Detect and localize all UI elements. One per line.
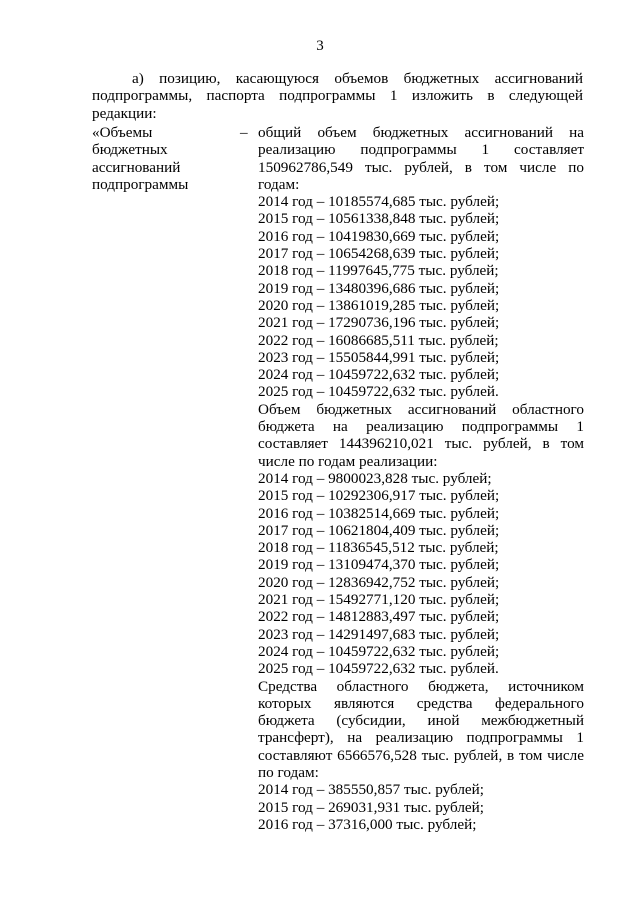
total-years-list [258,193,584,401]
page-number: 3 [316,38,324,54]
intro-line-1: а) позицию, касающуюся объемов бюджетных ассигнований [132,70,583,87]
label-line: подпрограммы [92,175,189,193]
year-line: 2023 год – 14291497,683 тыс. рублей; [258,625,500,643]
year-line: 2018 год – 11997645,775 тыс. рублей; [258,262,499,280]
label-line: «Объемы [92,124,153,141]
text-line: составляет 144396210,021 тыс. рублей, в том [258,435,584,453]
label-line: бюджетных [92,141,168,159]
label-column [92,124,212,193]
year-line: 2020 год – 13861019,285 тыс. рублей; [258,296,500,314]
year-line: 2014 год – 10185574,685 тыс. рублей; [258,193,500,211]
year-line: 2024 год – 10459722,632 тыс. рублей; [258,366,500,384]
label-line: ассигнований [92,158,181,176]
text-line: Объем бюджетных ассигнований областного [258,400,584,418]
text-line: по годам: [258,763,319,781]
year-line: 2015 год – 269031,931 тыс. рублей; [258,798,485,816]
text-line: 150962786,549 тыс. рублей, в том числе по [258,158,584,176]
label-dash: – [240,124,248,141]
text-line: общий объем бюджетных ассигнований на [258,124,584,141]
year-line: 2025 год – 10459722,632 тыс. рублей. [258,660,499,678]
text-line: Средства областного бюджета, источником [258,677,584,695]
regional-paragraph [258,401,584,470]
year-line: 2018 год – 11836545,512 тыс. рублей; [258,539,499,557]
year-line: 2014 год – 9800023,828 тыс. рублей; [258,469,492,487]
year-line: 2016 год – 37316,000 тыс. рублей; [258,815,477,833]
federal-years-list [258,781,584,833]
year-line: 2019 год – 13109474,370 тыс. рублей; [258,556,500,574]
text-line: годам: [258,175,300,193]
year-line: 2015 год – 10561338,848 тыс. рублей; [258,210,500,228]
year-line: 2025 год – 10459722,632 тыс. рублей. [258,383,499,401]
year-line: 2015 год – 10292306,917 тыс. рублей; [258,487,500,505]
total-paragraph [258,124,584,193]
year-line: 2017 год – 10654268,639 тыс. рублей; [258,245,500,263]
year-line: 2022 год – 16086685,511 тыс. рублей; [258,331,499,349]
text-line: бюджета (субсидии, иной межбюджетный [258,712,584,730]
year-line: 2014 год – 385550,857 тыс. рублей; [258,781,485,799]
text-line: реализацию подпрограммы 1 составляет [258,141,584,159]
year-line: 2023 год – 15505844,991 тыс. рублей; [258,348,500,366]
year-line: 2017 год – 10621804,409 тыс. рублей; [258,521,500,539]
text-line: бюджета на реализацию подпрограммы 1 [258,418,584,436]
year-line: 2020 год – 12836942,752 тыс. рублей; [258,573,500,591]
year-line: 2019 год – 13480396,686 тыс. рублей; [258,279,500,297]
year-line: 2021 год – 15492771,120 тыс. рублей; [258,591,500,609]
year-line: 2016 год – 10382514,669 тыс. рублей; [258,504,500,522]
year-line: 2021 год – 17290736,196 тыс. рублей; [258,314,500,332]
federal-paragraph [258,678,584,782]
intro-line-2: подпрограммы, паспорта подпрограммы 1 изложить в следующей [92,87,583,105]
text-line: трансферт), на реализацию подпрограммы 1 [258,729,584,747]
regional-years-list [258,470,584,678]
value-column [258,124,584,833]
intro-paragraph [92,70,583,122]
year-line: 2022 год – 14812883,497 тыс. рублей; [258,608,500,626]
year-line: 2024 год – 10459722,632 тыс. рублей; [258,642,500,660]
intro-line-3: редакции: [92,104,157,122]
text-line: которых являются средства федерального [258,694,584,712]
text-line: составляют 6566576,528 тыс. рублей, в том числе [258,746,584,764]
text-line: числе по годам реализации: [258,452,438,470]
year-line: 2016 год – 10419830,669 тыс. рублей; [258,227,500,245]
